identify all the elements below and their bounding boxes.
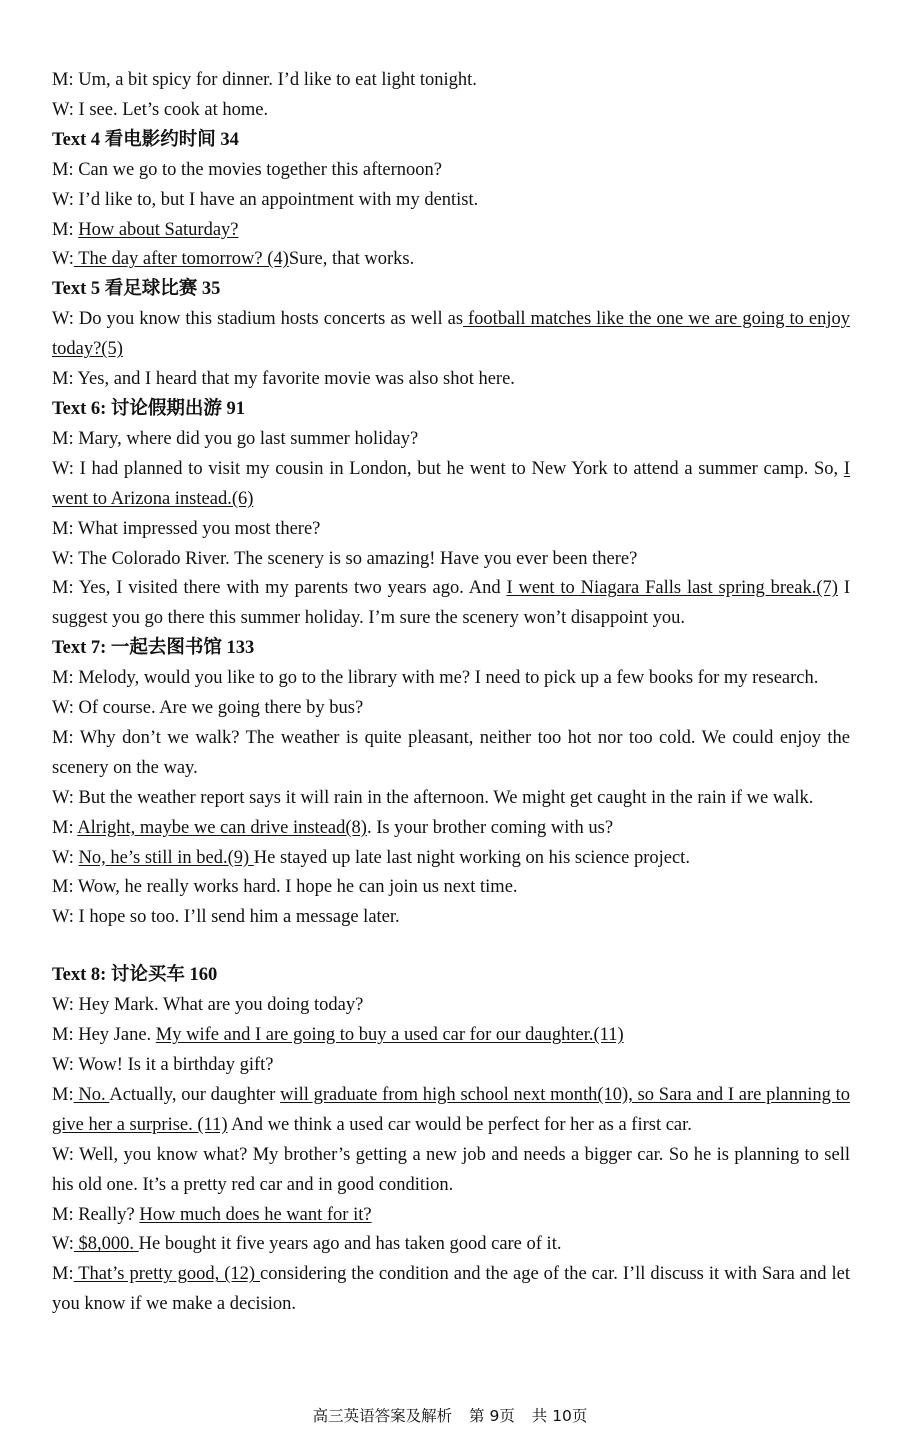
text-segment: M: Wow, he really works hard. I hope he can join us next time. [52,877,518,898]
text-segment: W: Do you know this stadium hosts concerts as well as [52,309,464,330]
text-segment: M: Yes, and I heard that my favorite movie was also shot here. [52,369,515,390]
document-body [52,66,850,1320]
text-segment: W: Well, you know what? My brother’s getting a new job and needs a bigger car. So he is planning to sell his old one. It’s a pretty red car and in good condition. [52,1144,850,1195]
footer-title: 高三英语答案及解析 [312,1407,453,1425]
text-segment: He bought it five years ago and has taken good care of it. [138,1234,562,1255]
dialogue-line [52,724,850,784]
text-segment: W: But the weather report says it will rain in the afternoon. We might get caught in the rain if we walk. [52,787,814,808]
footer-page-number: 第 9页 [469,1407,515,1425]
dialogue-line [52,156,850,186]
underlined-answer: No. [73,1084,110,1105]
underlined-answer: I went to Niagara Falls last spring break.(7) [506,578,838,599]
dialogue-line [52,1141,850,1201]
text-segment: Sure, that works. [288,249,415,270]
underlined-answer: The day after tomorrow? (4) [73,249,289,270]
text-segment: W: Of course. Are we going there by bus? [52,698,364,719]
text-segment: M: Yes, I visited there with my parents two years ago. And [52,578,507,599]
text-segment: M: Mary, where did you go last summer holiday? [52,428,419,449]
dialogue-line [52,1081,850,1141]
dialogue-line [52,784,850,814]
section-heading [52,126,850,156]
dialogue-line [52,1201,850,1231]
text-segment: W: I hope so too. I’ll send him a message later. [52,907,400,928]
dialogue-line [52,186,850,216]
dialogue-line [52,515,850,545]
text-segment: considering the condition and the age of the car. I’ll discuss it with Sara and let you know if we make a decision. [52,1264,850,1315]
paragraph-gap [52,933,850,961]
text-segment: M: [52,219,79,240]
text-segment: M: Can we go to the movies together this afternoon? [52,159,442,180]
dialogue-line [52,305,850,365]
dialogue-line [52,66,850,96]
footer-total-pages: 共 10页 [531,1407,588,1425]
text-segment: Text 6: 讨论假期出游 91 [52,398,246,419]
text-segment: M: Why don’t we walk? The weather is quite pleasant, neither too hot nor too cold. We could enjoy the scenery on the way. [52,727,850,778]
dialogue-line [52,216,850,246]
section-heading [52,634,850,664]
dialogue-line [52,96,850,126]
text-segment: M: What impressed you most there? [52,518,321,539]
text-segment: M: Um, a bit spicy for dinner. I’d like to eat light tonight. [52,70,477,90]
underlined-answer: How about Saturday? [78,219,239,240]
text-segment: W: Hey Mark. What are you doing today? [52,995,364,1016]
text-segment: M: [52,1084,74,1105]
dialogue-line [52,814,850,844]
text-segment: Text 5 看足球比赛 35 [52,279,221,300]
dialogue-line [52,991,850,1021]
text-segment: W: The Colorado River. The scenery is so amazing! Have you ever been there? [52,548,638,569]
dialogue-line [52,1260,850,1320]
text-segment: M: Really? [52,1204,140,1225]
text-segment: And we think a used car would be perfect for her as a first car. [227,1114,692,1135]
text-segment: I suggest you go there this summer holiday. I’m sure the scenery won’t disappoint you. [52,578,850,629]
dialogue-line [52,1230,850,1260]
dialogue-line [52,1051,850,1081]
text-segment: W: Wow! Is it a birthday gift? [52,1055,274,1075]
text-segment: Text 7: 一起去图书馆 133 [52,638,255,659]
dialogue-line [52,245,850,275]
dialogue-line [52,545,850,575]
dialogue-line [52,873,850,903]
text-segment: He stayed up late last night working on his science project. [253,847,690,868]
text-segment: W: [52,1234,74,1255]
underlined-answer: Alright, maybe we can drive instead(8) [77,817,367,838]
dialogue-line [52,574,850,634]
text-segment: Text 4 看电影约时间 34 [52,129,239,150]
section-heading [52,395,850,425]
text-segment: W: I’d like to, but I have an appointment with my dentist. [52,189,479,210]
dialogue-line [52,1021,850,1051]
text-segment: M: [52,1264,74,1285]
underlined-answer: will graduate from high school next month(10), so Sara and I are planning to give her a surprise. (11) [52,1084,851,1135]
section-heading [52,961,850,991]
dialogue-line [52,694,850,724]
underlined-answer: I went to Arizona instead.(6) [52,458,850,509]
dialogue-line [52,844,850,874]
section-heading [52,275,850,305]
text-segment: . Is your brother coming with us? [366,817,614,838]
dialogue-line [52,365,850,395]
text-segment: W: [52,847,79,868]
underlined-answer: My wife and I are going to buy a used car for our daughter.(11) [155,1025,624,1046]
text-segment: M: Hey Jane. [52,1025,156,1046]
text-segment: M: [52,817,78,838]
underlined-answer: football matches like the one we are going to enjoy today?(5) [52,309,850,360]
dialogue-line [52,425,850,455]
page-footer [0,1404,900,1426]
text-segment: W: [52,249,74,270]
underlined-answer: That’s pretty good, (12) [73,1264,261,1285]
underlined-answer: How much does he want for it? [139,1204,372,1225]
text-segment: W: I had planned to visit my cousin in London, but he went to New York to attend a summer camp. So, [52,458,844,479]
text-segment: M: Melody, would you like to go to the library with me? I need to pick up a few books for my research. [52,668,819,689]
text-segment: Text 8: 讨论买车 160 [52,965,218,986]
text-segment: Actually, our daughter [109,1084,281,1105]
text-segment: W: I see. Let’s cook at home. [52,99,269,120]
dialogue-line [52,903,850,933]
underlined-answer: $8,000. [73,1234,139,1255]
underlined-answer: No, he’s still in bed.(9) [78,847,254,868]
dialogue-line [52,455,850,515]
dialogue-line [52,664,850,694]
